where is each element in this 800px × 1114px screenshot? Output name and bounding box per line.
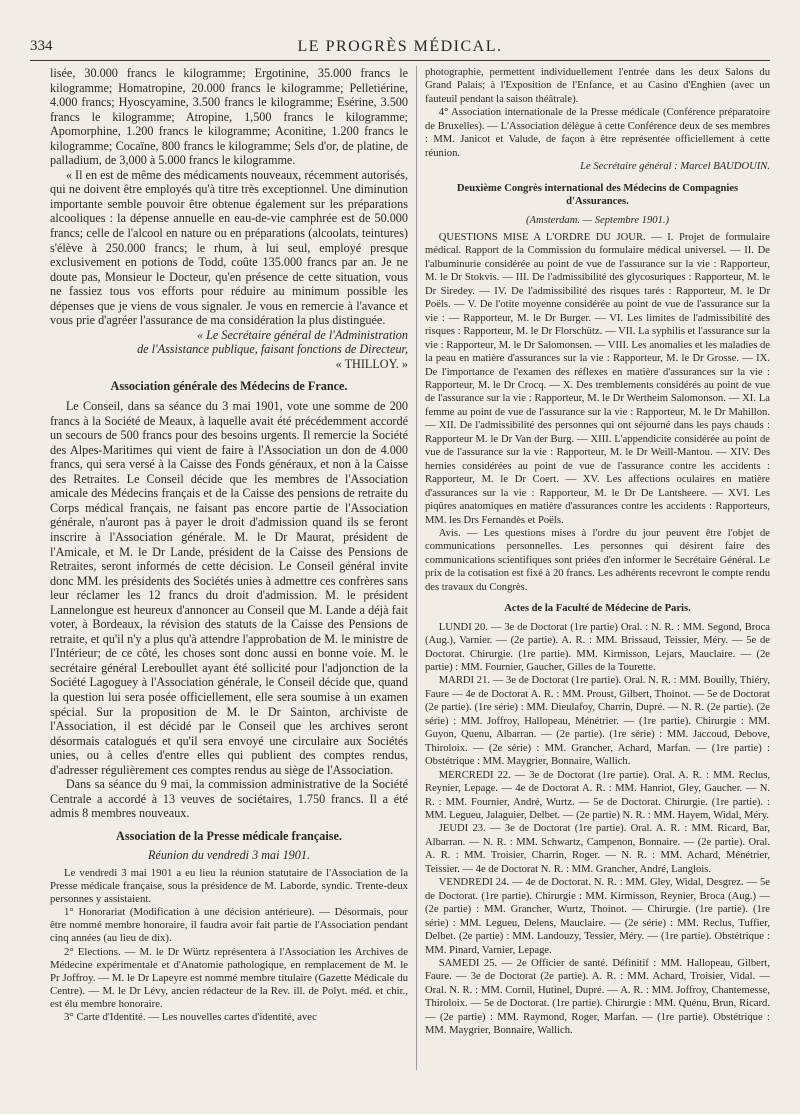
heading-presse-medicale: Association de la Presse médicale française.	[116, 828, 342, 843]
paragraph-presse-carte: 3° Carte d'Identité. — Les nouvelles cartes d'identité, avec	[64, 1011, 317, 1024]
left-column	[50, 66, 408, 1074]
paragraph-mercredi: MERCREDI 22. — 3e de Doctorat (1re partie). Oral. A. R. : MM. Reclus, Reynier, Lepage. — 4e de Doctorat A. R. : MM. Hanriot, Gley, Gaucher. — N. R. : MM. Fournier, André, Wurtz. — 5e de Doctorat. Chirurgie. (1re partie). : MM. Legueu, Jalaguier, Delbet. — (2e partie) N. R. : MM. Hayem, Widal, Méry.	[425, 769, 770, 822]
heading-association-generale: Association générale des Médecins de France.	[110, 379, 348, 394]
paragraph-prices: lisée, 30.000 francs le kilogramme; Ergotinine, 35.000 francs le kilogramme; Homatropine, 20.000 francs le kilogramme; Pelletiérine, 4.000 francs; Hyoscyamine, 3.500 francs le kilogramme; Esérine, 3.500 francs le kilogramme; Atropine, 1,500 francs le kilogramme; Apomorphine, 1.200 francs le kilogramme; Aconitine, 1.200 francs le kilogramme; Cocaïne, 800 francs le kilogramme; Sels d'or, de platine, de palladium, de 3,000 à 5.000 francs le kilogramme.	[50, 66, 408, 168]
paragraph-presse-1: Le vendredi 3 mai 1901 a eu lieu la réunion statutaire de l'Association de la Presse médicale française, sous la présidence de M. Laborde, syndic. Trente-deux personnes y assistaient.	[50, 866, 408, 906]
signature-line-1: « Le Secrétaire général de l'Administration	[196, 327, 408, 342]
heading-congres: Deuxième Congrès international des Médecins de Compagnies d'Assurances.	[456, 182, 739, 208]
paragraph-medicaments: « Il en est de même des médicaments nouveaux, récemment autorisés, qui ne doivent être employés qu'à titre très exceptionnel. Une diminution importante semble pouvoir être obtenue également sur les préparations alcooliques : la dépense annuelle en eau-de-vie camphrée est de 50.000 francs; celle de l'alcool en nature ou en préparations (alcoolats, teintures) s'élève à 250.000 francs; le rhum, à lui seul, employé presque exclusivement en potions de Todd, coûte 135.000 francs par an. Je ne doute pas, Monsieur le Docteur, qu'en présence de cette situation, vous ne fassiez tous vos efforts pour réduire au minimum possible les dépenses que je viens de vous signaler. Je vous en remercie à l'avance et vous prie d'agréer l'assurance de ma considération la plus distinguée.	[50, 167, 408, 328]
paragraph-samedi: SAMEDI 25. — 2e Officier de santé. Définitif : MM. Hallopeau, Gilbert, Faure. — 3e de Doctorat (2e partie). A. R. : MM. Achard, Troisier, Vidal. — Oral. N. R. : MM. Cornil, Hutinel, Dupré. — A. R. : MM. Joffroy, Chantemesse, Thiroloix. — 5e de Doctorat. (1re partie). Chirurgie : MM. Quénu, Brun, Ricard. — (2e partie) : MM. Raymond, Roger, Marfan. — (1re partie). Obstétrique : MM. Maygrier, Bonnaire, Wallich.	[425, 958, 770, 1037]
journal-title: LE PROGRÈS MÉDICAL.	[297, 38, 503, 55]
paragraph-cartes: photographie, permettent individuellement l'entrée dans les deux Salons du Grand Palais; à l'Exposition de l'Enfance, et au Casino d'Enghien (avec un fauteuil pendant la saison théâtrale).	[425, 67, 770, 105]
paragraph-presse-honorariat: 1° Honorariat (Modification à une décision antérieure). — Désormais, pour être nommé membre honoraire, il faudra avoir fait partie de l'Association pendant cinq années (au lieu de dix).	[50, 906, 408, 945]
paragraph-avis: Avis. — Les questions mises à l'ordre du jour peuvent être l'objet de communications personnelles. Les personnes qui désirent faire des communications scientifiques sont priées d'en informer le Secrétaire Général. Le prix de la cotisation est fixé à 20 francs. Les adhérents recevront le compte rendu des travaux du Congrès.	[425, 527, 770, 593]
signature-line-2: de l'Assistance publique, faisant fonctions de Directeur,	[137, 342, 408, 357]
column-divider	[416, 66, 417, 1070]
heading-actes-faculte: Actes de la Faculté de Médecine de Paris.	[504, 603, 691, 615]
paragraph-jeudi: JEUDI 23. — 3e de Doctorat (1re partie). Oral. A. R. : MM. Ricard, Bar, Albarran. — N. R. : MM. Schwartz, Campenon, Bonnaire. — (2e partie). Oral. A. R. : MM. Troisier, Charrin, Roger. — N. R. : MM. Achard, Ménétrier, Teissier. — 4e de Doctorat N. R. : MM. Grancher, André, Langlois.	[425, 823, 770, 875]
paragraph-questions: QUESTIONS MISE A L'ORDRE DU JOUR. — I. Projet de formulaire médical. Rapport de la Commission du formulaire médical universel. — II. De l'albuminurie considérée au point de vue de l'assurance sur la vie : Rapporteur, M. le Dr Stokvis. — III. De l'admissibilité des glycosuriques : Rapporteur, M. le Dr Siredey. — IV. De l'admissibilité des risques tarés : Rapporteur, M. le Dr Poëls. — V. De l'otite moyenne considérée au point de vue de l'assurance sur la vie : — Rapporteur, M. le Dr Burger. — VI. Les limites de l'admissibilité des risques : Rapporteur, M. le Dr Florschütz. — VII. La syphilis et l'assurance sur la vie : Rapporteur, M. le Dr Salomonsen. — VIII. Les anomalies et les maladies de la peau en matière d'assurances sur la vie : Rapporteur, M. le Dr Grosse. — IX. De l'importance de l'examen des réflexes en matière d'assurances sur la vie : Rapporteur, M. le Dr Crocq. — X. Des tremblements considérés au point de vue de l'assurance sur la vie : Rapporteur, M. le Dr Wertheim Salomonson. — XI. La femme au point de vue de l'assurance sur la vie : Rapporteur, M. le Dr Mahillon. — XII. De l'admissibilité des personnes qui ont séjourné dans les pays chauds : Rapporteur M. le Dr Van der Burg. — XIII. L'appendicite considérée au point de vue de l'assurance sur la vie : Rapporteur, M. le Dr Weill-Mantou. — XIV. Des hernies considérées au point de vue de l'assurance contre les accidents : Rapporteur, M. le Dr Coert. — XV. Les affections oculaires en matière d'assurances sur la vie : Rapporteur, M. le Dr De Lantsheere. — XVI. Les piqûres anatomiques en matière d'assurances contre les accidents : Rapporteurs, MM. les Drs Fernandès et Poëls.	[425, 231, 770, 526]
subheading-reunion: Réunion du vendredi 3 mai 1901.	[147, 848, 311, 863]
right-column	[425, 66, 770, 1074]
paragraph-seance-9-mai: Dans sa séance du 9 mai, la commission administrative de la Société Centrale a accordé à 13 veuves de sociétaires, 1.750 francs. Il a été admis 8 membres nouveaux.	[50, 777, 408, 821]
header-rule	[30, 60, 770, 61]
subheading-amsterdam: (Amsterdam. — Septembre 1901.)	[525, 214, 670, 226]
paragraph-association-internationale: 4° Association internationale de la Presse médicale (Conférence préparatoire de Bruxelles). — L'Association délègue à cette Conférence deux de ses membres : MM. Janicot et Valude, de façon à être représentée officiellement à cette réunion.	[425, 107, 770, 159]
paragraph-lundi: LUNDI 20. — 3e de Doctorat (1re partie) Oral. : N. R. : MM. Segond, Broca (Aug.), Varnier. — (2e partie). A. R. : MM. Brissaud, Teissier, Méry. — 5e de Doctorat. Chirurgie. (1re partie). MM. Kirmisson, Lejars, Mauclaire. — (2e partie) : MM. Fournier, Gaucher, Gilles de la Tourette.	[425, 621, 770, 674]
paragraph-vendredi: VENDREDI 24. — 4e de Doctorat. N. R. : MM. Gley, Widal, Desgrez. — 5e de Doctorat. (1re partie). Chirurgie : MM. Kirmisson, Reynier, Broca (Aug.) — (2e partie) : MM. Grancher, Wurtz, Thoinot. — Chirurgie. (1re partie). (1re série) : MM. Legueu, Delens, Mauclaire. — (2e série) : MM. Reclus, Tuffier, Delbet. (2e partie) : MM. Landouzy, Tessier, Méry. — (1re partie). Obstétrique : MM. Pinard, Varnier, Lepage.	[425, 877, 770, 956]
page-header	[30, 38, 770, 62]
page-number: 334	[30, 38, 53, 54]
paragraph-conseil: Le Conseil, dans sa séance du 3 mai 1901, vote une somme de 200 francs à la Société de Meaux, à laquelle avait été précédemment accordé un secours de 500 francs pour des besoins urgents. Il remercie la Société des Alpes-Maritimes qui vient de faire à l'Association un don de 4.000 francs, qui sera versé à la Caisse des Fonds généraux, et non à la Caisse des Retraites. Le Conseil décide que les membres de l'Association amicale des Médecins français et de la Caisse des pensions de retraite du Corps médical français, ne faisant pas encore partie de l'Association générale, n'auront pas à payer le droit d'admission quand ils se feront inscrire à l'Association générale. M. le Dr Maurat, président de l'Amicale, et M. le Dr Lande, président de la Caisse des Pensions de Retraites, seront informés de cette décision. Le Conseil général invite donc MM. les présidents des Sociétés unies à admettre ces confrères sans leur réclamer les 12 francs du droit d'admission. M. le président Lannelongue est heureux d'annoncer au Conseil que M. Lande a déjà fait voter, à Bordeaux, la révision des statuts de la Caisse des Pensions de retraite, et qu'il n'y a plus qu'à attendre l'approbation de M. le ministre de l'Intérieur; de ce côté, les choses sont donc aussi en bonne voie. M. le secrétaire général Lereboullet ayant été sollicité pour l'adjonction de la Société Lagoguey à l'Association générale, le Conseil décide que, quand la question lui sera posée officiellement, elle sera soumise à un examen spécial. Sur la proposition de M. le Dr Sainton, archiviste de l'Association, il est décidé par le Conseil que les archives seront désormais catalogués et qu'il sera envoyé une circulaire aux Sociétés unies, ou à celles d'entre elles qui publient des comptes rendus, d'adresser régulièrement ces comptes rendus au siège de l'Association.	[50, 399, 408, 777]
paragraph-presse-elections: 2° Elections. — M. le Dr Würtz représentera à l'Association les Archives de Médecine expérimentale et d'Anatomie pathologique, en remplacement de M. le Pr Joffroy. — M. le Dr Lapeyre est nommé membre titulaire (Gazette Médicale du Centre). — M. le Dr Lévy, ancien rédacteur de la Rev. ill. de Polyt. méd. et chir., est élu membre honoraire.	[50, 945, 408, 1010]
paragraph-mardi: MARDI 21. — 3e de Doctorat (1re partie). Oral. N. R. : MM. Bouilly, Thiéry, Faure — 4e de Doctorat A. R. : MM. Proust, Gilbert, Thoinot. — 5e de Doctorat (2e partie). (1re série) : MM. Dieulafoy, Charrin, Dupré. — N. R. (2e partie). (2e série) : MM. Joffroy, Hallopeau, Ménétrier. — (1re partie). Chirurgie : MM. Guyon, Quenu, Albarran. — (2e partie). (1re série) : MM. Jaccoud, Debove, Thiroloix. — (2e série) : MM. Grancher, Achard, Marfan. — (1re partie) : Obstétrique : MM. Maygrier, Bonnaire, Wallich.	[425, 675, 770, 768]
signature-name: « THILLOY. »	[335, 356, 408, 371]
signature-secretaire: Le Secrétaire général : Marcel BAUDOUIN.	[580, 161, 770, 173]
